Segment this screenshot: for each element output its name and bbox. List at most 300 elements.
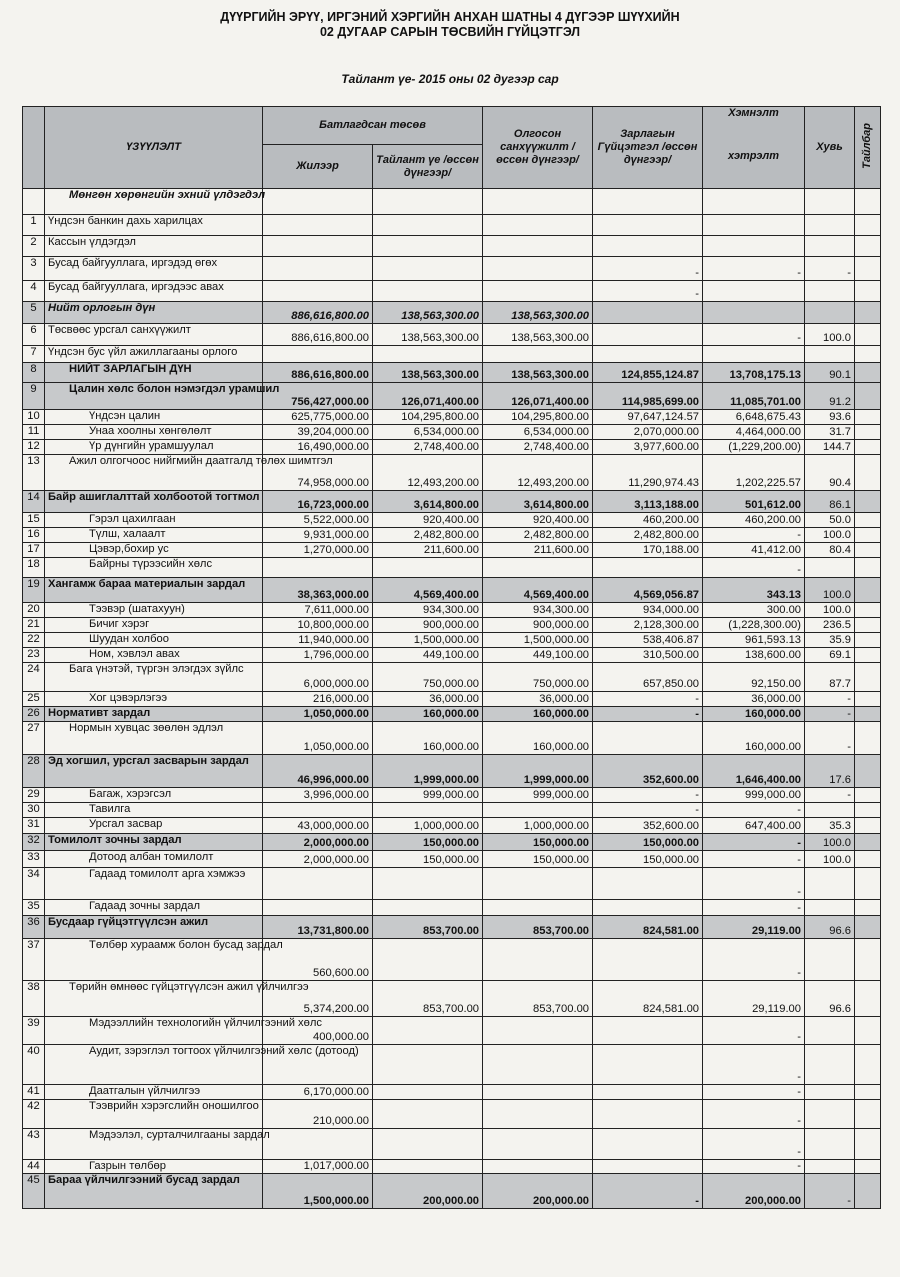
period-value bbox=[373, 1017, 483, 1045]
row-name: Бусад байгууллага, иргэдэд өгөх bbox=[45, 257, 263, 281]
saving-value: 647,400.00 bbox=[703, 818, 805, 834]
row-name: Ном, хэвлэл авах bbox=[45, 648, 263, 663]
saving-value: 460,200.00 bbox=[703, 513, 805, 528]
spent-value: - bbox=[593, 692, 703, 707]
note-cell bbox=[855, 1045, 881, 1085]
received-value: 150,000.00 bbox=[483, 851, 593, 868]
percent-value bbox=[805, 803, 855, 818]
saving-value: 13,708,175.13 bbox=[703, 363, 805, 383]
percent-value: 35.3 bbox=[805, 818, 855, 834]
table-row bbox=[23, 281, 881, 302]
spent-value: 170,188.00 bbox=[593, 543, 703, 558]
spent-value bbox=[593, 324, 703, 346]
table-row bbox=[23, 834, 881, 851]
spent-value: - bbox=[593, 707, 703, 722]
received-value: 138,563,300.00 bbox=[483, 324, 593, 346]
table-row bbox=[23, 324, 881, 346]
spent-value: 538,406.87 bbox=[593, 633, 703, 648]
note-cell bbox=[855, 633, 881, 648]
received-value bbox=[483, 346, 593, 363]
annual-value: 886,616,800.00 bbox=[263, 363, 373, 383]
spent-value bbox=[593, 558, 703, 578]
table-body bbox=[23, 189, 881, 1209]
table-row bbox=[23, 939, 881, 981]
row-number: 29 bbox=[23, 788, 45, 803]
saving-value: (1,228,300.00) bbox=[703, 618, 805, 633]
received-value bbox=[483, 257, 593, 281]
row-number: 34 bbox=[23, 868, 45, 900]
table-row bbox=[23, 648, 881, 663]
annual-value: 560,600.00 bbox=[263, 939, 373, 981]
row-name: Үндсэн цалин bbox=[45, 410, 263, 425]
period-value: 200,000.00 bbox=[373, 1174, 483, 1209]
note-cell bbox=[855, 1129, 881, 1160]
period-value bbox=[373, 1045, 483, 1085]
saving-value: 343.13 bbox=[703, 578, 805, 603]
row-number: 39 bbox=[23, 1017, 45, 1045]
note-cell bbox=[855, 834, 881, 851]
row-number: 26 bbox=[23, 707, 45, 722]
percent-value bbox=[805, 1017, 855, 1045]
percent-value bbox=[805, 558, 855, 578]
saving-value: 1,646,400.00 bbox=[703, 755, 805, 788]
received-value bbox=[483, 558, 593, 578]
period-value bbox=[373, 558, 483, 578]
received-value: 12,493,200.00 bbox=[483, 455, 593, 491]
received-value bbox=[483, 1045, 593, 1085]
annual-value: 39,204,000.00 bbox=[263, 425, 373, 440]
note-cell bbox=[855, 1085, 881, 1100]
row-name: Түлш, халаалт bbox=[45, 528, 263, 543]
annual-value: 6,000,000.00 bbox=[263, 663, 373, 692]
received-value: 853,700.00 bbox=[483, 916, 593, 939]
percent-value: - bbox=[805, 1174, 855, 1209]
period-value bbox=[373, 900, 483, 916]
spent-value: 934,000.00 bbox=[593, 603, 703, 618]
note-cell bbox=[855, 410, 881, 425]
period-value: 449,100.00 bbox=[373, 648, 483, 663]
percent-value: 90.4 bbox=[805, 455, 855, 491]
saving-value: - bbox=[703, 324, 805, 346]
received-value bbox=[483, 236, 593, 257]
received-value: 900,000.00 bbox=[483, 618, 593, 633]
row-number: 11 bbox=[23, 425, 45, 440]
row-name: Үндсэн банкин дахь харилцах bbox=[45, 215, 263, 236]
table-row bbox=[23, 189, 881, 215]
percent-value bbox=[805, 939, 855, 981]
table-row bbox=[23, 257, 881, 281]
annual-value bbox=[263, 215, 373, 236]
row-number: 4 bbox=[23, 281, 45, 302]
note-cell bbox=[855, 513, 881, 528]
annual-value: 1,050,000.00 bbox=[263, 722, 373, 755]
received-value: 6,534,000.00 bbox=[483, 425, 593, 440]
period-value: 1,500,000.00 bbox=[373, 633, 483, 648]
row-number: 19 bbox=[23, 578, 45, 603]
table-row bbox=[23, 818, 881, 834]
percent-value bbox=[805, 346, 855, 363]
percent-value: 86.1 bbox=[805, 491, 855, 513]
table-row bbox=[23, 900, 881, 916]
period-value: 3,614,800.00 bbox=[373, 491, 483, 513]
percent-value: 100.0 bbox=[805, 528, 855, 543]
annual-value: 74,958,000.00 bbox=[263, 455, 373, 491]
period-value bbox=[373, 1160, 483, 1174]
received-value bbox=[483, 939, 593, 981]
annual-value: 2,000,000.00 bbox=[263, 851, 373, 868]
saving-value: 41,412.00 bbox=[703, 543, 805, 558]
spent-value: 114,985,699.00 bbox=[593, 383, 703, 410]
annual-value: 9,931,000.00 bbox=[263, 528, 373, 543]
received-value bbox=[483, 1100, 593, 1129]
table-row bbox=[23, 558, 881, 578]
spent-value: 2,070,000.00 bbox=[593, 425, 703, 440]
header-note-label: Тайлбар bbox=[861, 122, 874, 169]
saving-value: - bbox=[703, 900, 805, 916]
received-value: 200,000.00 bbox=[483, 1174, 593, 1209]
saving-value: - bbox=[703, 939, 805, 981]
percent-value bbox=[805, 1085, 855, 1100]
spent-value: 150,000.00 bbox=[593, 851, 703, 868]
saving-value: 36,000.00 bbox=[703, 692, 805, 707]
note-cell bbox=[855, 900, 881, 916]
saving-value bbox=[703, 189, 805, 215]
percent-value: - bbox=[805, 257, 855, 281]
table-row bbox=[23, 1045, 881, 1085]
saving-value: - bbox=[703, 1129, 805, 1160]
saving-value: 160,000.00 bbox=[703, 722, 805, 755]
row-number: 40 bbox=[23, 1045, 45, 1085]
table-row bbox=[23, 236, 881, 257]
row-number bbox=[23, 189, 45, 215]
row-name: Тавилга bbox=[45, 803, 263, 818]
annual-value: 886,616,800.00 bbox=[263, 324, 373, 346]
row-number: 1 bbox=[23, 215, 45, 236]
received-value bbox=[483, 189, 593, 215]
spent-value: 4,569,056.87 bbox=[593, 578, 703, 603]
annual-value: 13,731,800.00 bbox=[263, 916, 373, 939]
annual-value: 46,996,000.00 bbox=[263, 755, 373, 788]
note-cell bbox=[855, 692, 881, 707]
spent-value bbox=[593, 1160, 703, 1174]
period-value bbox=[373, 1129, 483, 1160]
received-value: 4,569,400.00 bbox=[483, 578, 593, 603]
annual-value: 16,490,000.00 bbox=[263, 440, 373, 455]
row-name: Мөнгөн хөрөнгийн эхний үлдэгдэл bbox=[45, 189, 263, 215]
period-value: 138,563,300.00 bbox=[373, 363, 483, 383]
note-cell bbox=[855, 648, 881, 663]
annual-value: 1,500,000.00 bbox=[263, 1174, 373, 1209]
row-number: 15 bbox=[23, 513, 45, 528]
period-value: 934,300.00 bbox=[373, 603, 483, 618]
saving-value bbox=[703, 281, 805, 302]
received-value: 160,000.00 bbox=[483, 707, 593, 722]
percent-value: 100.0 bbox=[805, 578, 855, 603]
saving-value: 200,000.00 bbox=[703, 1174, 805, 1209]
annual-value: 16,723,000.00 bbox=[263, 491, 373, 513]
spent-value bbox=[593, 1100, 703, 1129]
row-name: Мэдээллийн технологийн үйлчилгээний хөлс bbox=[45, 1017, 263, 1045]
period-value: 160,000.00 bbox=[373, 707, 483, 722]
percent-value: 100.0 bbox=[805, 603, 855, 618]
header-saving-bottom: хэтрэлт bbox=[727, 150, 780, 162]
received-value: 999,000.00 bbox=[483, 788, 593, 803]
saving-value: 1,202,225.57 bbox=[703, 455, 805, 491]
row-number: 25 bbox=[23, 692, 45, 707]
percent-value bbox=[805, 868, 855, 900]
received-value: 211,600.00 bbox=[483, 543, 593, 558]
percent-value: 100.0 bbox=[805, 324, 855, 346]
row-name: Томилолт зочны зардал bbox=[45, 834, 263, 851]
row-name: Гадаад зочны зардал bbox=[45, 900, 263, 916]
header-period: Тайлант үе /өссөн дүнгээр/ bbox=[373, 145, 483, 189]
saving-value: 11,085,701.00 bbox=[703, 383, 805, 410]
period-value bbox=[373, 939, 483, 981]
percent-value: 96.6 bbox=[805, 916, 855, 939]
spent-value: 2,128,300.00 bbox=[593, 618, 703, 633]
spent-value bbox=[593, 722, 703, 755]
annual-value: 11,940,000.00 bbox=[263, 633, 373, 648]
row-number: 37 bbox=[23, 939, 45, 981]
row-name: Мэдээлэл, сурталчилгааны зардал bbox=[45, 1129, 263, 1160]
period-value bbox=[373, 281, 483, 302]
table-row bbox=[23, 455, 881, 491]
title-line-1: ДҮҮРГИЙН ЭРҮҮ, ИРГЭНИЙ ХЭРГИЙН АНХАН ШАТНЫ 4 ДҮГЭЭР ШҮҮХИЙН bbox=[220, 10, 680, 24]
table-row bbox=[23, 707, 881, 722]
row-number: 38 bbox=[23, 981, 45, 1017]
table-row bbox=[23, 543, 881, 558]
annual-value: 2,000,000.00 bbox=[263, 834, 373, 851]
row-name: НИЙТ ЗАРЛАГЫН ДҮН bbox=[45, 363, 263, 383]
percent-value bbox=[805, 1160, 855, 1174]
row-name: Гэрэл цахилгаан bbox=[45, 513, 263, 528]
saving-value: (1,229,200.00) bbox=[703, 440, 805, 455]
received-value: 3,614,800.00 bbox=[483, 491, 593, 513]
period-value bbox=[373, 215, 483, 236]
note-cell bbox=[855, 1174, 881, 1209]
percent-value: 236.5 bbox=[805, 618, 855, 633]
spent-value: - bbox=[593, 281, 703, 302]
note-cell bbox=[855, 803, 881, 818]
row-name: Хангамж бараа материалын зардал bbox=[45, 578, 263, 603]
saving-value: 138,600.00 bbox=[703, 648, 805, 663]
note-cell bbox=[855, 818, 881, 834]
row-number: 33 bbox=[23, 851, 45, 868]
note-cell bbox=[855, 543, 881, 558]
note-cell bbox=[855, 939, 881, 981]
header-indicator: ҮЗҮҮЛЭЛТ bbox=[45, 107, 263, 189]
saving-value: - bbox=[703, 851, 805, 868]
note-cell bbox=[855, 558, 881, 578]
table-row bbox=[23, 692, 881, 707]
received-value bbox=[483, 1017, 593, 1045]
percent-value: 90.1 bbox=[805, 363, 855, 383]
saving-value: - bbox=[703, 1085, 805, 1100]
percent-value bbox=[805, 189, 855, 215]
saving-value: - bbox=[703, 868, 805, 900]
received-value: 750,000.00 bbox=[483, 663, 593, 692]
row-number: 28 bbox=[23, 755, 45, 788]
row-name: Шуудан холбоо bbox=[45, 633, 263, 648]
percent-value: 31.7 bbox=[805, 425, 855, 440]
received-value: 2,748,400.00 bbox=[483, 440, 593, 455]
period-value: 853,700.00 bbox=[373, 981, 483, 1017]
spent-value bbox=[593, 900, 703, 916]
table-row bbox=[23, 215, 881, 236]
spent-value: - bbox=[593, 803, 703, 818]
table-row bbox=[23, 346, 881, 363]
spent-value: 3,113,188.00 bbox=[593, 491, 703, 513]
percent-value: 100.0 bbox=[805, 834, 855, 851]
annual-value bbox=[263, 1129, 373, 1160]
table-header bbox=[23, 107, 881, 189]
note-cell bbox=[855, 215, 881, 236]
table-row bbox=[23, 491, 881, 513]
row-number: 43 bbox=[23, 1129, 45, 1160]
percent-value: 17.6 bbox=[805, 755, 855, 788]
spent-value bbox=[593, 1129, 703, 1160]
row-number: 20 bbox=[23, 603, 45, 618]
period-value: 2,482,800.00 bbox=[373, 528, 483, 543]
received-value bbox=[483, 900, 593, 916]
row-number: 24 bbox=[23, 663, 45, 692]
row-name: Багаж, хэрэгсэл bbox=[45, 788, 263, 803]
header-received-funding: Олгосон санхүүжилт /өссөн дүнгээр/ bbox=[483, 107, 593, 189]
period-value: 920,400.00 bbox=[373, 513, 483, 528]
period-value: 750,000.00 bbox=[373, 663, 483, 692]
header-saving bbox=[703, 107, 805, 189]
row-number: 18 bbox=[23, 558, 45, 578]
row-name: Үр дүнгийн урамшуулал bbox=[45, 440, 263, 455]
period-value: 126,071,400.00 bbox=[373, 383, 483, 410]
note-cell bbox=[855, 868, 881, 900]
received-value: 1,000,000.00 bbox=[483, 818, 593, 834]
annual-value bbox=[263, 346, 373, 363]
note-cell bbox=[855, 1017, 881, 1045]
period-value: 12,493,200.00 bbox=[373, 455, 483, 491]
received-value bbox=[483, 1129, 593, 1160]
row-number: 5 bbox=[23, 302, 45, 324]
header-spent: Зарлагын Гүйцэтгэл /өссөн дүнгээр/ bbox=[593, 107, 703, 189]
row-number: 31 bbox=[23, 818, 45, 834]
received-value: 150,000.00 bbox=[483, 834, 593, 851]
spent-value: 124,855,124.87 bbox=[593, 363, 703, 383]
period-value bbox=[373, 803, 483, 818]
saving-value bbox=[703, 215, 805, 236]
percent-value bbox=[805, 215, 855, 236]
saving-value bbox=[703, 302, 805, 324]
percent-value bbox=[805, 1129, 855, 1160]
annual-value bbox=[263, 257, 373, 281]
saving-value: 4,464,000.00 bbox=[703, 425, 805, 440]
row-name: Урсгал засвар bbox=[45, 818, 263, 834]
annual-value: 886,616,800.00 bbox=[263, 302, 373, 324]
spent-value: 150,000.00 bbox=[593, 834, 703, 851]
row-number: 22 bbox=[23, 633, 45, 648]
row-number: 21 bbox=[23, 618, 45, 633]
table-row bbox=[23, 440, 881, 455]
received-value: 2,482,800.00 bbox=[483, 528, 593, 543]
row-name: Байр ашиглалттай холбоотой тогтмол bbox=[45, 491, 263, 513]
note-cell bbox=[855, 383, 881, 410]
note-cell bbox=[855, 302, 881, 324]
percent-value bbox=[805, 281, 855, 302]
note-cell bbox=[855, 236, 881, 257]
period-value: 6,534,000.00 bbox=[373, 425, 483, 440]
saving-value bbox=[703, 236, 805, 257]
note-cell bbox=[855, 618, 881, 633]
table-row bbox=[23, 981, 881, 1017]
row-number: 2 bbox=[23, 236, 45, 257]
header-percent: Хувь bbox=[805, 107, 855, 189]
note-cell bbox=[855, 425, 881, 440]
header-approved-budget: Батлагдсан төсөв bbox=[263, 107, 483, 145]
period-value: 150,000.00 bbox=[373, 851, 483, 868]
received-value bbox=[483, 281, 593, 302]
row-name: Бусдаар гүйцэтгүүлсэн ажил bbox=[45, 916, 263, 939]
table-row bbox=[23, 383, 881, 410]
row-number: 41 bbox=[23, 1085, 45, 1100]
received-value: 853,700.00 bbox=[483, 981, 593, 1017]
row-name: Газрын төлбөр bbox=[45, 1160, 263, 1174]
saving-value: - bbox=[703, 257, 805, 281]
received-value: 138,563,300.00 bbox=[483, 363, 593, 383]
saving-value: 160,000.00 bbox=[703, 707, 805, 722]
table-row bbox=[23, 410, 881, 425]
annual-value: 5,522,000.00 bbox=[263, 513, 373, 528]
row-number: 9 bbox=[23, 383, 45, 410]
row-name: Аудит, зэрэглэл тогтоох үйлчилгээний хөлс (дотоод) bbox=[45, 1045, 263, 1085]
row-number: 17 bbox=[23, 543, 45, 558]
row-number: 6 bbox=[23, 324, 45, 346]
spent-value: 824,581.00 bbox=[593, 981, 703, 1017]
header-note bbox=[855, 107, 881, 189]
percent-value: - bbox=[805, 707, 855, 722]
spent-value: 310,500.00 bbox=[593, 648, 703, 663]
period-value bbox=[373, 346, 483, 363]
note-cell bbox=[855, 257, 881, 281]
annual-value: 1,017,000.00 bbox=[263, 1160, 373, 1174]
report-period: Тайлант үе- 2015 оны 02 дугээр сар bbox=[341, 72, 559, 86]
period-value: 211,600.00 bbox=[373, 543, 483, 558]
header-saving-top: Хэмнэлт bbox=[728, 107, 779, 119]
percent-value: 96.6 bbox=[805, 981, 855, 1017]
percent-value: 144.7 bbox=[805, 440, 855, 455]
annual-value bbox=[263, 189, 373, 215]
row-number: 42 bbox=[23, 1100, 45, 1129]
annual-value bbox=[263, 900, 373, 916]
spent-value: 97,647,124.57 bbox=[593, 410, 703, 425]
saving-value: 92,150.00 bbox=[703, 663, 805, 692]
saving-value: - bbox=[703, 1017, 805, 1045]
table-row bbox=[23, 916, 881, 939]
spent-value bbox=[593, 189, 703, 215]
saving-value: - bbox=[703, 1160, 805, 1174]
percent-value bbox=[805, 900, 855, 916]
table-row bbox=[23, 1085, 881, 1100]
header-annual: Жилээр bbox=[263, 145, 373, 189]
row-name: Төлбөр хураамж болон бусад зардал bbox=[45, 939, 263, 981]
note-cell bbox=[855, 189, 881, 215]
note-cell bbox=[855, 324, 881, 346]
spent-value bbox=[593, 302, 703, 324]
spent-value bbox=[593, 1085, 703, 1100]
percent-value: 91.2 bbox=[805, 383, 855, 410]
table-row bbox=[23, 868, 881, 900]
spent-value: 460,200.00 bbox=[593, 513, 703, 528]
row-name: Байрны түрээсийн хөлс bbox=[45, 558, 263, 578]
note-cell bbox=[855, 722, 881, 755]
